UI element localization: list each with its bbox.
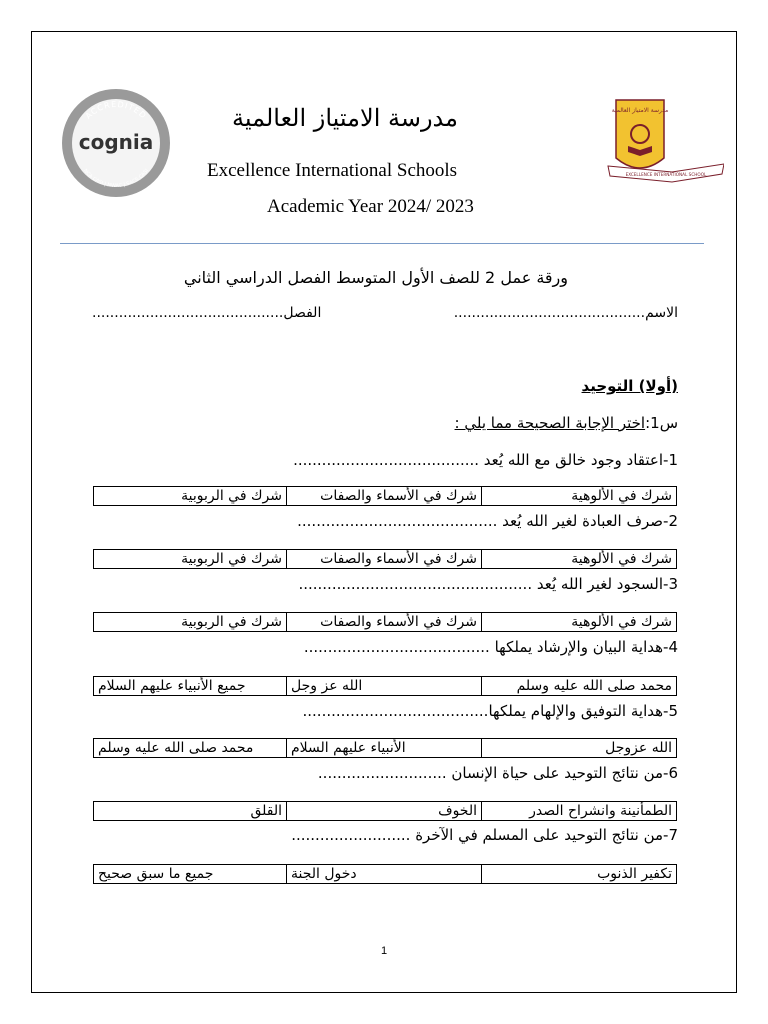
school-crest-logo xyxy=(606,98,724,190)
section-heading: (أولا) التوحيد xyxy=(581,377,678,395)
school-name-arabic: مدرسة الامتياز العالمية xyxy=(231,104,459,132)
worksheet-title: ورقة عمل 2 للصف الأول المتوسط الفصل الدراسي الثاني xyxy=(183,268,568,287)
cognia-bottom-text: NCA CASI | NWAC | SACS CASI xyxy=(82,167,150,190)
options-table xyxy=(93,738,677,758)
option-cell[interactable]: شرك في الأسماء والصفات xyxy=(287,613,482,632)
option-cell[interactable]: شرك في الأسماء والصفات xyxy=(287,550,482,569)
crest-ribbon-text: EXCELLENCE INTERNATIONAL SCHOOL xyxy=(625,172,707,177)
option-cell[interactable]: الأنبياء عليهم السلام xyxy=(287,739,482,758)
options-table xyxy=(93,486,677,506)
option-cell[interactable]: محمد صلى الله عليه وسلم xyxy=(482,677,677,696)
question-text: 4-هداية البيان والإرشاد يملكها ....................................... xyxy=(303,638,678,656)
options-table xyxy=(93,801,677,821)
option-cell[interactable]: الله عز وجل xyxy=(287,677,482,696)
cognia-accreditation-logo xyxy=(60,87,172,199)
option-cell[interactable]: الله عزوجل xyxy=(482,739,677,758)
crest-arabic-text: مدرسة الامتياز العالمية xyxy=(611,107,669,114)
student-name-field: الاسم........................................... xyxy=(453,305,678,321)
question-text: 1-اعتقاد وجود خالق مع الله يُعد ....................................... xyxy=(293,451,678,469)
question-text: 6-من نتائج التوحيد على حياة الإنسان ........................... xyxy=(317,764,678,782)
class-field: الفصل........................................... xyxy=(92,305,322,321)
option-cell[interactable]: جميع ما سبق صحيح xyxy=(94,865,287,884)
cognia-top-text: ACCREDITED xyxy=(83,99,149,121)
option-cell[interactable]: شرك في الربوبية xyxy=(94,487,287,506)
question-text: 3-السجود لغير الله يُعد ................................................. xyxy=(298,575,678,593)
option-cell[interactable]: تكفير الذنوب xyxy=(482,865,677,884)
option-cell[interactable]: شرك في الألوهية xyxy=(482,550,677,569)
option-cell[interactable]: شرك في الأسماء والصفات xyxy=(287,487,482,506)
option-cell[interactable]: الخوف xyxy=(287,802,482,821)
page-number: 1 xyxy=(380,945,388,957)
academic-year: Academic Year 2024/ 2023 xyxy=(267,196,474,217)
question-text: 7-من نتائج التوحيد على المسلم في الآخرة ......................... xyxy=(291,826,678,844)
option-cell[interactable]: الطمأنينة وانشراح الصدر xyxy=(482,802,677,821)
option-cell[interactable]: القلق xyxy=(94,802,287,821)
options-table xyxy=(93,549,677,569)
options-table xyxy=(93,612,677,632)
instruction-text: اختر الإجابة الصحيحة مما يلي : xyxy=(454,414,646,432)
options-table xyxy=(93,864,677,884)
question-instruction xyxy=(455,414,678,432)
option-cell[interactable]: جميع الأنبياء عليهم السلام xyxy=(94,677,287,696)
option-cell[interactable]: شرك في الألوهية xyxy=(482,487,677,506)
option-cell[interactable]: محمد صلى الله عليه وسلم xyxy=(94,739,287,758)
question-text: 5-هداية التوفيق والإلهام يملكها....................................... xyxy=(302,702,678,720)
question-text: 2-صرف العبادة لغير الله يُعد .......................................... xyxy=(297,512,678,530)
option-cell[interactable]: شرك في الألوهية xyxy=(482,613,677,632)
options-table xyxy=(93,676,677,696)
school-name-english: Excellence International Schools xyxy=(207,160,458,181)
option-cell[interactable]: شرك في الربوبية xyxy=(94,613,287,632)
cognia-wordmark: cognia xyxy=(78,130,154,154)
header-divider xyxy=(60,243,704,244)
option-cell[interactable]: شرك في الربوبية xyxy=(94,550,287,569)
instruction-prefix: س1: xyxy=(645,414,678,432)
option-cell[interactable]: دخول الجنة xyxy=(287,865,482,884)
